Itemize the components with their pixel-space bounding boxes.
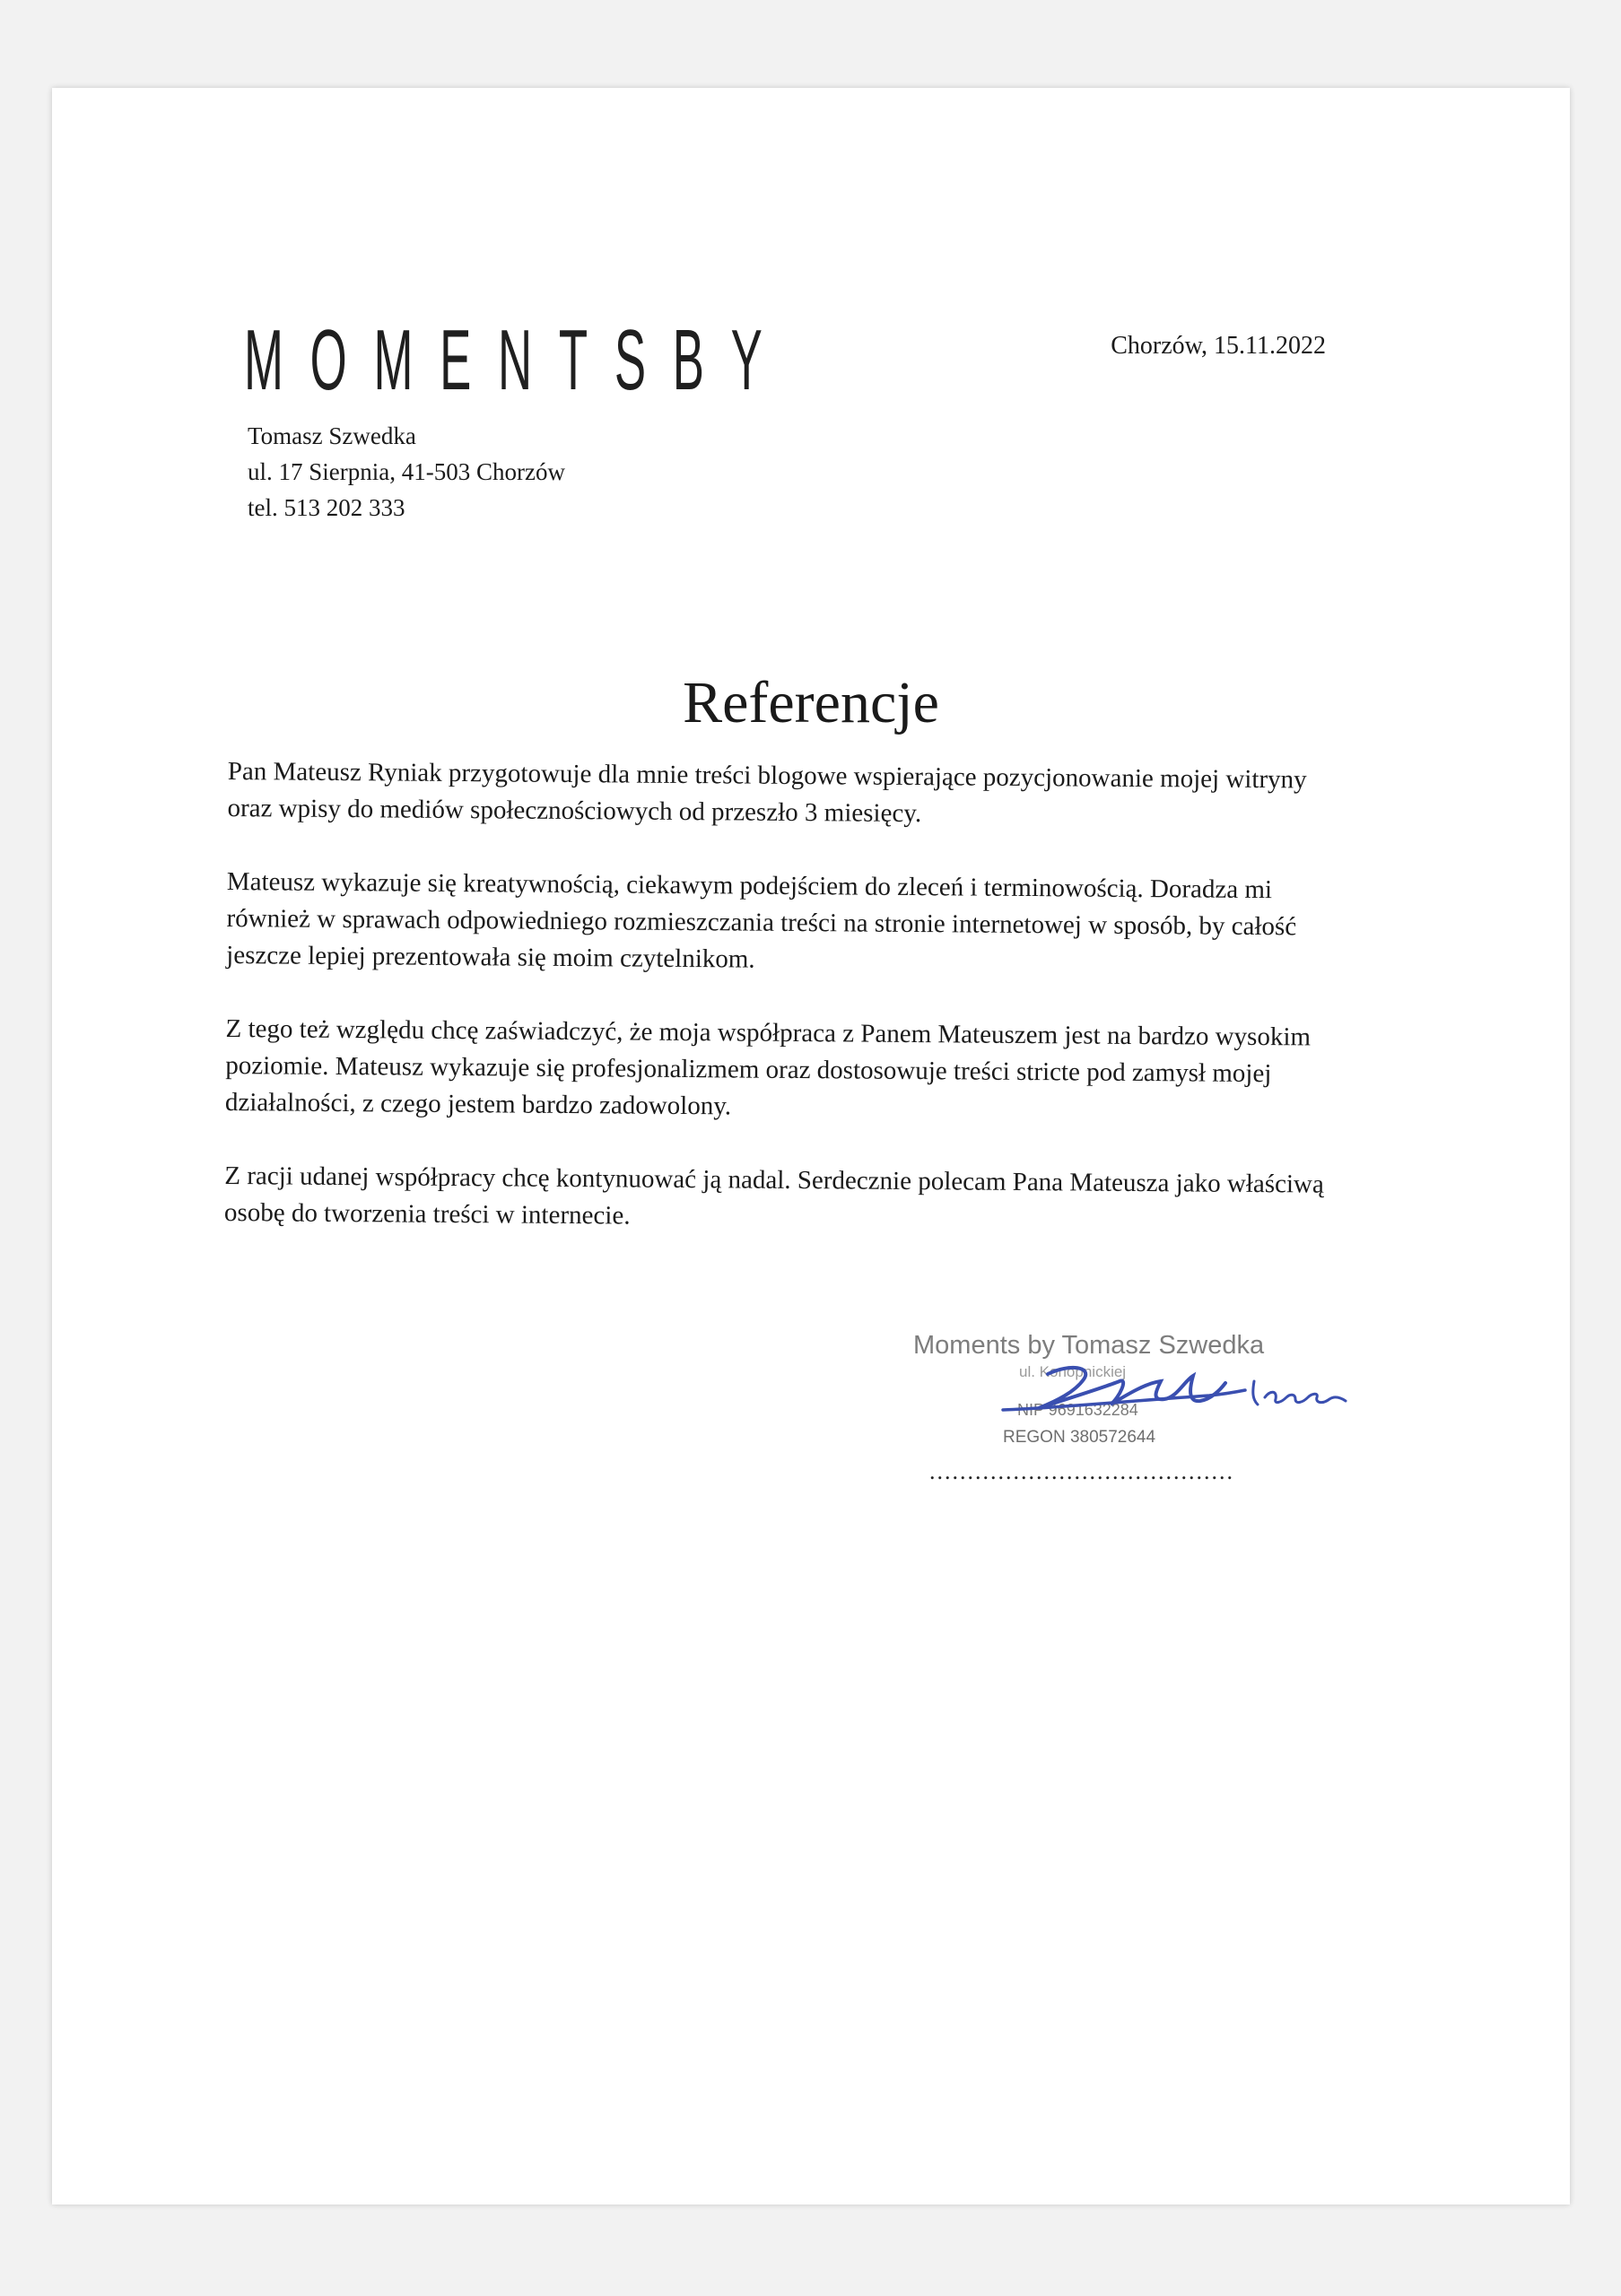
signature-stroke (1253, 1381, 1346, 1405)
stamp-nip: NIP 9691632284 (1017, 1401, 1138, 1419)
company-logo: MOMENTSBY (244, 312, 789, 408)
sender-address: ul. 17 Sierpnia, 41-503 Chorzów (248, 458, 565, 485)
sender-block (248, 418, 565, 526)
sender-phone: tel. 513 202 333 (248, 494, 405, 521)
stamp-regon: REGON 380572644 (1003, 1428, 1156, 1447)
stamp-company: Moments by Tomasz Szwedka (913, 1331, 1265, 1360)
paragraph: Z racji udanej współpracy chcę kontynuować ją nadal. Serdecznie polecam Pana Mateusza jako właściwą osobę do tworzenia treści w internecie. (223, 1161, 1324, 1231)
stamp-street: ul. Konopnickiej (1019, 1363, 1127, 1380)
paragraph: Z tego też względu chcę zaświadczyć, że moja współpraca z Panem Mateuszem jest na bardzo wysokim poziomie. Mateusz wykazuje się profesjonalizmem oraz dostosowuje treści stricte pod zamysł mojej działalności, z czego jestem bardzo zadowolony. (224, 1013, 1312, 1121)
sender-name: Tomasz Szwedka (248, 422, 416, 449)
handwritten-signature (985, 1345, 1362, 1444)
letter-date: Chorzów, 15.11.2022 (1111, 332, 1326, 360)
paragraph: Pan Mateusz Ryniak przygotowuje dla mnie treści blogowe wspierające pozycjonowanie mojej witryny oraz wpisy do mediów społecznościowych od przeszło 3 miesięcy. (227, 756, 1307, 829)
letter-page (52, 88, 1570, 2205)
signature-line: ........................................ (929, 1458, 1234, 1484)
letter-body (223, 753, 1348, 1277)
paragraph: Mateusz wykazuje się kreatywnością, ciekawym podejściem do zleceń i terminowością. Doradza mi również w sprawach odpowiedniego rozmieszczania treści na stronie internetowej w sposób, by całość jeszcze lepiej prezentowała się moim czytelnikom. (226, 866, 1297, 974)
letter-title: Referencje (683, 670, 939, 735)
